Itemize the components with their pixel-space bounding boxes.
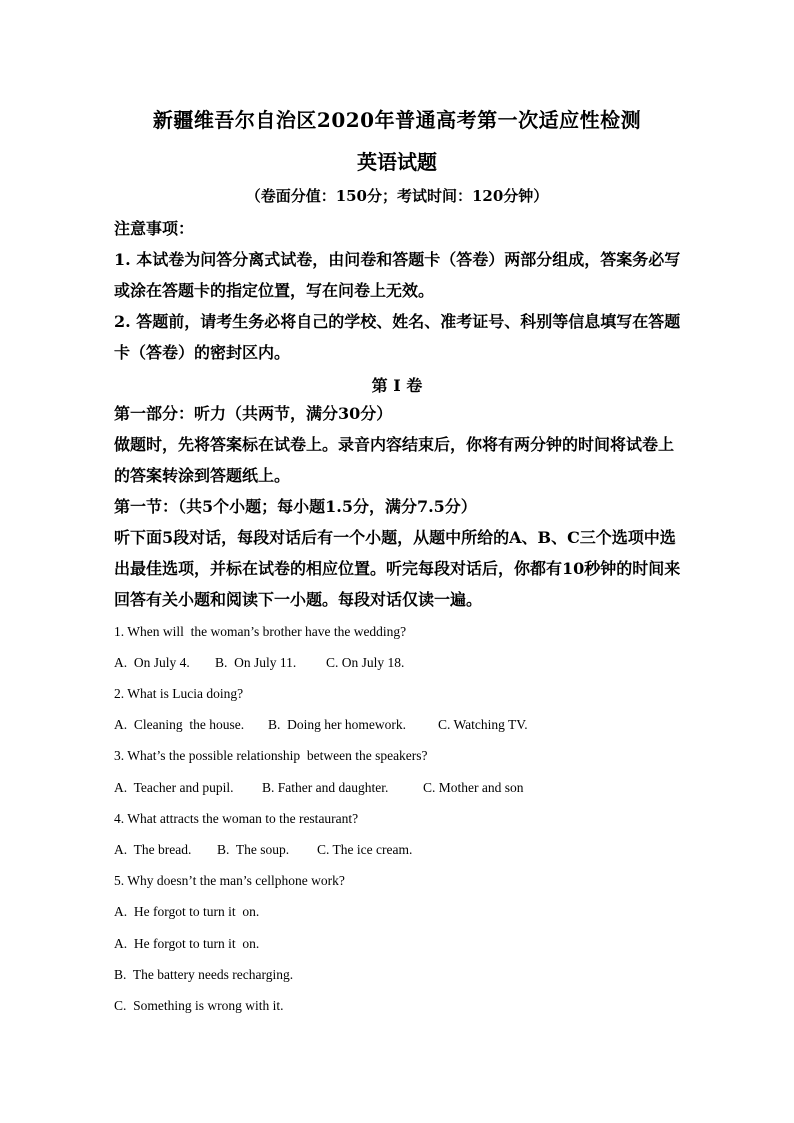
page-subtitle: 英语试题: [357, 150, 437, 174]
question-5-line-3: B. The battery needs recharging.: [114, 967, 294, 982]
option-a: A. Teacher and pupil.: [114, 780, 234, 795]
question-2: 2. What is Lucia doing?: [114, 686, 244, 701]
option-b: B. The soup.: [217, 842, 290, 857]
question-1: 1. When will the woman’s brother have the wedding?: [114, 624, 407, 639]
option-c: C. Mother and son: [423, 780, 524, 795]
question-1-options: [114, 655, 684, 671]
section1-heading: 第一节：（共5个小题；每小题1.5分，满分7.5分）: [114, 497, 477, 516]
option-c: C. Watching TV.: [438, 717, 528, 732]
question-5-line-4: C. Something is wrong with it.: [114, 998, 284, 1013]
notes-item-1: 1. 本试卷为问答分离式试卷，由问卷和答题卡（答卷）两部分组成，答案务必写或涂在答题卡的指定位置，写在问卷上无效。: [114, 250, 681, 300]
option-b: B. Father and daughter.: [262, 780, 389, 795]
question-4: 4. What attracts the woman to the restaurant?: [114, 811, 359, 826]
page-title: 新疆维吾尔自治区2020年普通高考第一次适应性检测: [152, 108, 642, 132]
section1-intro: 听下面5段对话，每段对话后有一个小题，从题中所给的A、B、C三个选项中选出最佳选项，并标在试卷的相应位置。听完每段对话后，你都有10秒钟的时间来回答有关小题和阅读下一小题。每段对话仅读一遍。: [114, 528, 681, 609]
part1-intro: 做题时，先将答案标在试卷上。录音内容结束后，你将有两分钟的时间将试卷上的答案转涂到答题纸上。: [114, 435, 675, 485]
score-time-line: （卷面分值：150分；考试时间：120分钟）: [245, 187, 549, 205]
volume-heading: 第 I 卷: [371, 376, 423, 395]
question-5: 5. Why doesn’t the man’s cellphone work?: [114, 873, 345, 888]
question-2-options: [114, 717, 684, 733]
notes-heading: 注意事项：: [114, 219, 195, 238]
option-c: C. On July 18.: [326, 655, 405, 670]
option-b: B. On July 11.: [215, 655, 297, 670]
option-a: A. The bread.: [114, 842, 192, 857]
option-a: A. On July 4.: [114, 655, 190, 670]
notes-item-2: 2. 答题前，请考生务必将自己的学校、姓名、准考证号、科别等信息填写在答题卡（答卷）的密封区内。: [114, 312, 681, 362]
option-c: C. The ice cream.: [317, 842, 413, 857]
part1-heading: 第一部分：听力（共两节，满分30分）: [114, 404, 393, 423]
question-5-line-2: A. He forgot to turn it on.: [114, 936, 260, 951]
question-5-line-1: A. He forgot to turn it on.: [114, 904, 260, 919]
option-a: A. Cleaning the house.: [114, 717, 245, 732]
option-b: B. Doing her homework.: [268, 717, 406, 732]
question-4-options: [114, 842, 684, 858]
question-3-options: [114, 780, 684, 796]
question-3: 3. What’s the possible relationship between the speakers?: [114, 748, 428, 763]
